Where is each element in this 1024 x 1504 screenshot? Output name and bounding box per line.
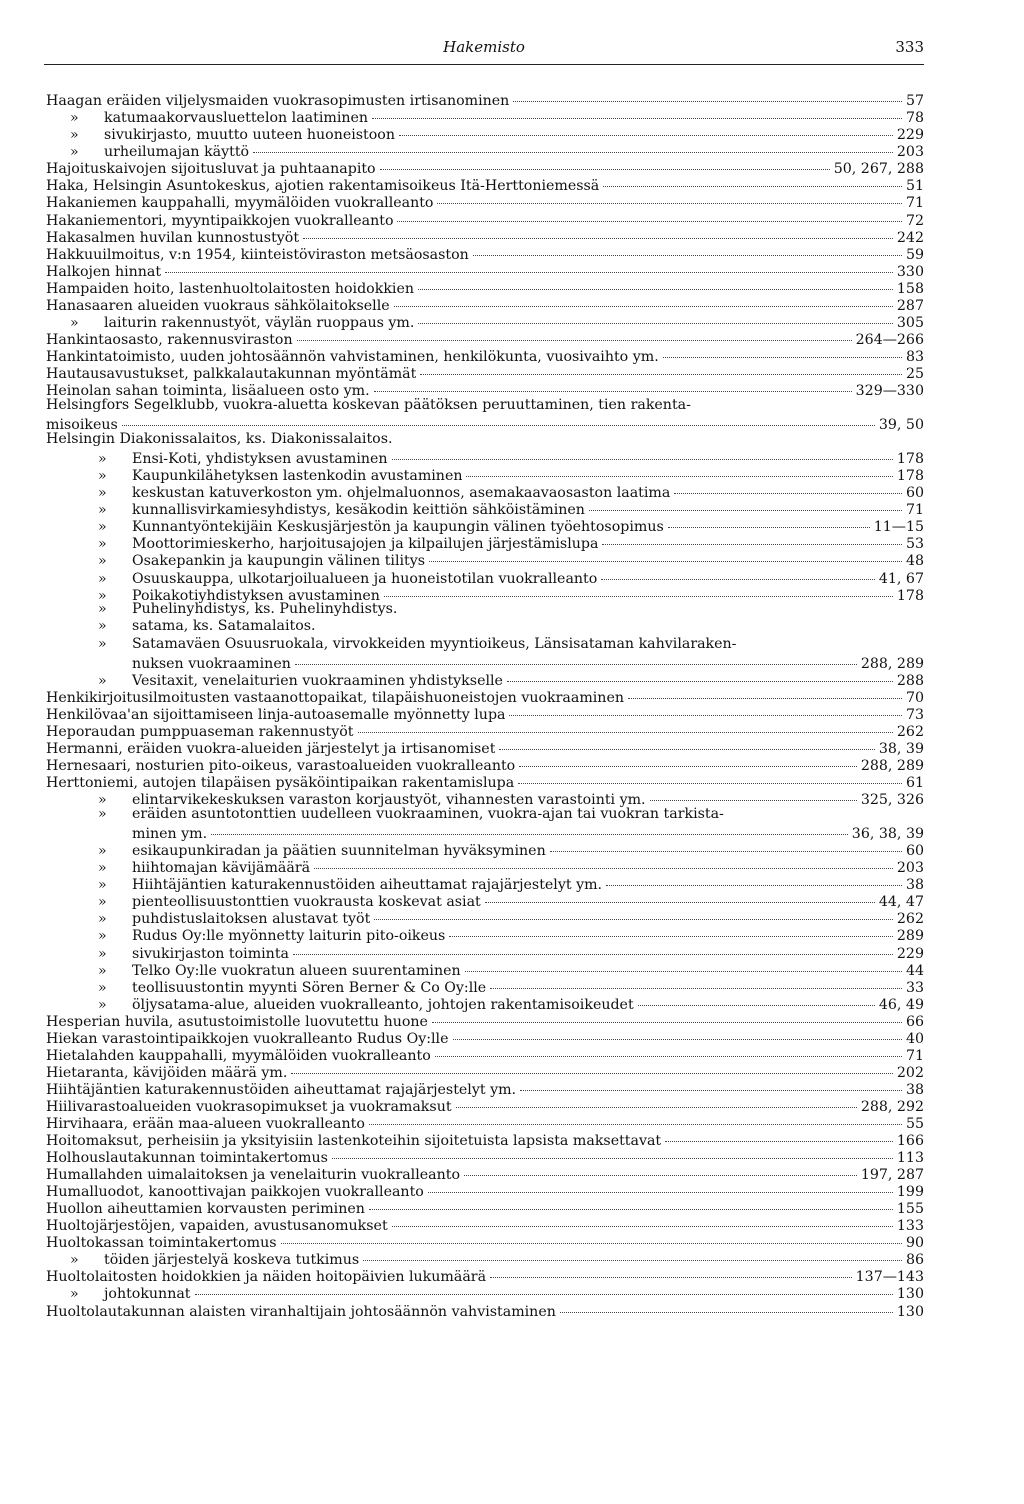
ditto-mark: »	[98, 451, 107, 468]
leader-dots	[363, 1246, 902, 1261]
entry-label: Hietalahden kauppahalli, myymälöiden vuokralleanto	[46, 1047, 431, 1064]
entry-pages: 90	[905, 1235, 924, 1252]
leader-dots	[509, 701, 901, 716]
entry-label: keskustan katuverkoston ym. ohjelmaluonnos, asemakaavaosaston laatima	[132, 485, 671, 502]
entry-label: johtokunnat	[104, 1286, 191, 1303]
entry-text	[46, 264, 161, 281]
leader-dots	[314, 854, 893, 869]
leader-dots	[394, 292, 893, 307]
entry-text	[46, 1304, 556, 1321]
entry-pages: 287	[896, 297, 924, 314]
entry-text	[46, 741, 495, 758]
entry-pages: 229	[896, 945, 924, 962]
leader-dots	[490, 1263, 852, 1278]
entry-pages: 59	[905, 246, 924, 263]
entry-text	[98, 519, 664, 536]
entry-text	[98, 826, 207, 843]
index-entry	[46, 601, 924, 618]
entry-pages: 288, 289	[860, 655, 924, 672]
entry-label: Satamaväen Osuusruokala, virvokkeiden myyntioikeus, Länsisataman kahvilaraken-	[132, 635, 737, 652]
leader-dots	[291, 1059, 893, 1074]
entry-pages: 325, 326	[860, 792, 924, 809]
ditto-mark: »	[98, 635, 107, 652]
entry-text	[46, 724, 354, 741]
entry-pages: 46, 49	[878, 996, 924, 1013]
entry-pages: 57	[905, 93, 924, 110]
leader-dots	[392, 1212, 893, 1227]
leader-dots	[453, 1025, 902, 1040]
entry-label: misoikeus	[46, 417, 118, 434]
ditto-mark: »	[98, 979, 107, 996]
leader-dots	[295, 650, 857, 665]
entry-text	[46, 775, 514, 792]
entry-label: Haagan eräiden viljelysmaiden vuokrasopimusten irtisanominen	[46, 93, 510, 110]
entry-text	[46, 281, 414, 298]
entry-text	[98, 946, 289, 963]
entry-label: hiihtomajan kävijämäärä	[132, 860, 311, 877]
leader-dots	[397, 206, 901, 221]
entry-label: Holhouslautakunnan toimintakertomus	[46, 1150, 328, 1167]
entry-pages: 264—266	[855, 331, 924, 348]
leader-dots	[465, 956, 902, 971]
page-header	[44, 38, 924, 60]
entry-pages: 39, 50	[878, 417, 924, 434]
entry-pages: 73	[905, 706, 924, 723]
entry-pages: 71	[905, 502, 924, 519]
entry-text	[98, 553, 425, 570]
entry-pages: 50, 267, 288	[833, 161, 924, 178]
entry-label: Henkilövaa'an sijoittamiseen linja-autoasemalle myönnetty lupa	[46, 706, 506, 723]
entry-pages: 44, 47	[878, 894, 924, 911]
ditto-mark: »	[70, 127, 79, 144]
entry-pages: 262	[896, 911, 924, 928]
leader-dots	[374, 905, 893, 920]
entry-pages: 329—330	[855, 382, 924, 399]
entry-label: satama, ks. Satamalaitos.	[132, 618, 316, 635]
entry-text	[46, 1014, 428, 1031]
leader-dots	[303, 223, 893, 238]
entry-label: Hirvihaara, erään maa-alueen vuokralleanto	[46, 1116, 365, 1132]
ditto-mark: »	[98, 485, 107, 502]
leader-dots	[428, 1178, 893, 1193]
index-entry	[46, 789, 924, 809]
entry-pages: 130	[896, 1286, 924, 1303]
leader-dots	[674, 479, 902, 494]
entry-label: Vesitaxit, venelaiturien vuokraaminen yhdistykselle	[132, 672, 503, 689]
entry-pages: 44	[905, 962, 924, 979]
leader-dots	[601, 564, 875, 579]
entry-pages: 41, 67	[878, 570, 924, 587]
leader-dots	[122, 411, 875, 426]
index-entry	[46, 584, 924, 604]
entry-label: laiturin rakennustyöt, väylän ruoppaus ym.	[104, 314, 415, 331]
leader-dots	[418, 275, 893, 290]
ditto-mark: »	[98, 911, 107, 928]
entry-label: Haka, Helsingin Asuntokeskus, ajotien rakentamisoikeus Itä-Herttoniemessä	[46, 178, 600, 195]
entry-label: esikaupunkiradan ja päätien suunnitelman hyväksyminen	[132, 843, 546, 860]
entry-label: Osuuskauppa, ulkotarjoilualueen ja huoneistotilan vuokralleanto	[132, 570, 598, 587]
entry-text	[98, 601, 397, 618]
index-entry	[46, 618, 924, 635]
entry-label: Osakepankin ja kaupungin välinen tilitys	[132, 553, 426, 570]
entry-text	[98, 656, 291, 673]
entry-label: sivukirjaston toiminta	[132, 945, 289, 962]
entry-pages: 288, 292	[860, 1098, 924, 1115]
ditto-mark: »	[98, 502, 107, 519]
entry-pages: 38	[905, 1081, 924, 1098]
entry-label: Kunnantyöntekijäin Keskusjärjestön ja kaupungin välinen työehtosopimus	[132, 519, 664, 536]
entry-text	[70, 144, 249, 161]
entry-label: Halkojen hinnat	[46, 263, 162, 280]
running-title: Hakemisto	[443, 38, 525, 56]
entry-pages: 289	[896, 928, 924, 945]
entry-pages: 130	[896, 1303, 924, 1320]
entry-pages: 158	[896, 280, 924, 297]
entry-text	[46, 1235, 277, 1252]
entry-pages: 66	[905, 1013, 924, 1030]
entry-label: Huoltojärjestöjen, vapaiden, avustusanomukset	[46, 1218, 388, 1235]
ditto-mark: »	[98, 468, 107, 485]
entry-pages: 36, 38, 39	[851, 826, 924, 843]
leader-dots	[650, 786, 857, 801]
entry-pages: 229	[896, 127, 924, 144]
entry-label: urheilumajan käyttö	[104, 144, 250, 161]
leader-dots	[195, 1280, 893, 1295]
leader-dots	[372, 104, 902, 119]
leader-dots	[603, 172, 902, 187]
leader-dots	[520, 1076, 902, 1091]
leader-dots	[332, 1144, 893, 1159]
entry-label: Ensi-Koti, yhdistyksen avustaminen	[132, 451, 388, 468]
ditto-mark: »	[98, 792, 107, 809]
entry-text	[70, 1252, 359, 1269]
entry-label: Helsingin Diakonissalaitos, ks. Diakonissalaitos.	[46, 430, 393, 447]
entry-text	[46, 1082, 516, 1099]
leader-dots	[550, 837, 902, 852]
ditto-mark: »	[70, 1286, 79, 1303]
entry-text	[98, 860, 310, 877]
entry-text	[98, 468, 462, 485]
leader-dots	[420, 360, 902, 375]
leader-dots	[589, 496, 902, 511]
entry-label: Hankintatoimisto, uuden johtosäännön vahvistaminen, henkilökunta, vuosivaihto ym.	[46, 348, 659, 365]
index-entry	[46, 1300, 924, 1320]
entry-pages: 199	[896, 1184, 924, 1201]
entry-pages: 40	[905, 1030, 924, 1047]
entry-text	[98, 911, 370, 928]
entry-pages: 242	[896, 229, 924, 246]
entry-label: Heporaudan pumppuaseman rakennustyöt	[46, 723, 354, 740]
leader-dots	[518, 769, 902, 784]
entry-pages: 202	[896, 1064, 924, 1081]
entry-label: puhdistuslaitoksen alustavat työt	[132, 911, 371, 928]
ditto-mark: »	[98, 928, 107, 945]
entry-pages: 25	[905, 365, 924, 382]
entry-text	[98, 980, 486, 997]
entry-label: Hanasaaren alueiden vuokraus sähkölaitokselle	[46, 297, 390, 314]
leader-dots	[418, 309, 893, 324]
ditto-mark: »	[70, 1252, 79, 1269]
entry-pages: 60	[905, 843, 924, 860]
entry-label: eräiden asuntotonttien uudelleen vuokraaminen, vuokra-ajan tai vuokran tarkista-	[132, 805, 724, 822]
leader-dots	[464, 1161, 857, 1176]
entry-label: teollisuustontin myynti Sören Berner & Co Oy:lle	[132, 979, 487, 996]
index-entry	[46, 380, 924, 397]
leader-dots	[560, 1297, 893, 1312]
leader-dots	[374, 377, 852, 392]
entry-label: Helsingfors Segelklubb, vuokra-aluetta koskevan päätöksen peruuttaminen, tien rakenta-	[46, 396, 691, 413]
ditto-mark: »	[98, 672, 107, 689]
entry-pages: 38	[905, 877, 924, 894]
entry-pages: 55	[905, 1116, 924, 1132]
entry-label: Hermanni, eräiden vuokra-alueiden järjestelyt ja irtisanomiset	[46, 740, 496, 757]
leader-dots	[392, 445, 893, 460]
ditto-mark: »	[98, 996, 107, 1013]
entry-text	[46, 298, 390, 315]
entry-label: Henkikirjoitusilmoitusten vastaanottopaikat, tilapäishuoneistojen vuokraaminen	[46, 689, 624, 706]
entry-label: Huoltokassan toimintakertomus	[46, 1235, 277, 1252]
leader-dots	[606, 871, 902, 886]
leader-dots	[638, 990, 875, 1005]
entry-pages: 288, 289	[860, 758, 924, 775]
entry-pages: 48	[905, 553, 924, 570]
leader-dots	[369, 1195, 893, 1210]
entry-label: minen ym.	[132, 826, 208, 843]
entry-label: Hampaiden hoito, lastenhuoltolaitosten hoidokkien	[46, 280, 414, 297]
index-entry	[46, 414, 924, 434]
entry-text	[46, 1116, 365, 1133]
entry-pages: 178	[896, 451, 924, 468]
entry-text	[98, 673, 503, 690]
entry-label: elintarvikekeskuksen varaston korjaustyöt, vihannesten varastointi ym.	[132, 792, 646, 809]
entry-pages: 86	[905, 1252, 924, 1269]
entry-pages: 53	[905, 536, 924, 553]
ditto-mark: »	[98, 587, 107, 604]
entry-text	[98, 485, 670, 502]
entry-text	[46, 1167, 460, 1184]
leader-dots	[499, 735, 874, 750]
entry-pages: 203	[896, 860, 924, 877]
entry-label: Hakkuuilmoitus, v:n 1954, kiinteistöviraston metsäosaston	[46, 246, 469, 263]
entry-text	[46, 1065, 287, 1082]
ditto-mark: »	[98, 877, 107, 894]
ditto-mark: »	[70, 110, 79, 127]
entry-pages: 178	[896, 468, 924, 485]
leader-dots	[435, 1042, 902, 1057]
entry-label: Hiihtäjäntien katurakennustöiden aiheuttamat rajajärjestelyt ym.	[46, 1081, 517, 1098]
leader-dots	[490, 973, 902, 988]
ditto-mark: »	[98, 536, 107, 553]
ditto-mark: »	[98, 945, 107, 962]
entry-pages: 83	[905, 348, 924, 365]
entry-text	[70, 1286, 191, 1303]
ditto-mark: »	[98, 601, 107, 618]
leader-dots	[281, 1229, 902, 1244]
entry-label: töiden järjestelyä koskeva tutkimus	[104, 1252, 360, 1269]
leader-dots	[519, 752, 857, 767]
entry-text	[46, 1184, 424, 1201]
entry-pages: 51	[905, 178, 924, 195]
entry-text	[46, 1150, 328, 1167]
entry-text	[98, 451, 388, 468]
entry-text	[98, 963, 461, 980]
leader-dots	[663, 343, 902, 358]
entry-pages: 61	[905, 775, 924, 792]
entry-label: Hajoituskaivojen sijoitusluvat ja puhtaanapito	[46, 161, 376, 178]
entry-label: kunnallisvirkamiesyhdistys, kesäkodin keittiön sähköistäminen	[132, 502, 585, 519]
entry-label: Hakasalmen huvilan kunnostustyöt	[46, 229, 300, 246]
entry-label: Heinolan sahan toiminta, lisäalueen osto ym.	[46, 382, 370, 399]
ditto-mark: »	[98, 618, 107, 635]
entry-pages: 203	[896, 144, 924, 161]
entry-pages: 113	[896, 1150, 924, 1167]
ditto-mark: »	[98, 570, 107, 587]
entry-label: Humallahden uimalaitoksen ja venelaiturin vuokralleanto	[46, 1167, 460, 1184]
entry-label: Huoltolautakunnan alaisten viranhaltijain johtosäännön vahvistaminen	[46, 1303, 556, 1320]
entry-label: Hankintaosasto, rakennusviraston	[46, 331, 293, 348]
entry-label: Telko Oy:lle vuokratun alueen suurentaminen	[132, 962, 461, 979]
entry-pages: 305	[896, 314, 924, 331]
leader-dots	[473, 240, 902, 255]
entry-pages: 137—143	[855, 1269, 924, 1286]
leader-dots	[384, 581, 893, 596]
leader-dots	[399, 121, 893, 136]
leader-dots	[380, 155, 830, 170]
entry-pages: 70	[905, 689, 924, 706]
leader-dots	[456, 1093, 857, 1108]
entry-label: katumaakorvausluettelon laatiminen	[104, 110, 369, 127]
entry-label: Hesperian huvila, asutustoimistolle luovutettu huone	[46, 1013, 428, 1030]
entry-label: Hoitomaksut, perheisiin ja yksityisiin lastenkoteihin sijoitetuista lapsista maksettavat	[46, 1133, 662, 1150]
entry-label: Huoltolaitosten hoidokkien ja näiden hoitopäivien lukumäärä	[46, 1269, 487, 1286]
entry-pages: 71	[905, 195, 924, 212]
ditto-mark: »	[98, 519, 107, 536]
ditto-mark: »	[98, 962, 107, 979]
entry-label: Hiilivarastoalueiden vuokrasopimukset ja vuokramaksut	[46, 1098, 452, 1115]
entry-pages: 78	[905, 110, 924, 127]
entry-pages: 288	[896, 672, 924, 689]
entry-label: öljysatama-alue, alueiden vuokralleanto, johtojen rakentamisoikeudet	[132, 996, 634, 1013]
ditto-mark: »	[98, 553, 107, 570]
entry-text	[46, 195, 433, 212]
entry-pages: 11—15	[873, 519, 924, 536]
entry-pages: 60	[905, 485, 924, 502]
leader-dots	[297, 326, 852, 341]
entry-label: Humalluodot, kanoottivajan paikkojen vuokralleanto	[46, 1184, 424, 1201]
leader-dots	[628, 684, 902, 699]
entry-text	[98, 502, 585, 519]
entry-text	[70, 110, 368, 127]
leader-dots	[432, 1008, 902, 1023]
entry-text	[98, 618, 316, 635]
entry-text	[46, 758, 515, 775]
entry-label: Hiekan varastointipaikkojen vuokralleanto Rudus Oy:lle	[46, 1030, 449, 1047]
ditto-mark: »	[70, 314, 79, 331]
leader-dots	[165, 257, 893, 272]
entry-pages: 155	[896, 1201, 924, 1218]
leader-dots	[358, 718, 893, 733]
entry-pages: 330	[896, 263, 924, 280]
page-number: 333	[895, 38, 924, 56]
leader-dots	[668, 513, 870, 528]
entry-label: Huollon aiheuttamien korvausten periminen	[46, 1201, 365, 1218]
entry-pages: 72	[905, 212, 924, 229]
entry-pages: 71	[905, 1047, 924, 1064]
leader-dots	[665, 1127, 893, 1142]
leader-dots	[466, 462, 892, 477]
entry-text	[46, 1201, 365, 1218]
leader-dots	[429, 547, 902, 562]
ditto-mark: »	[70, 144, 79, 161]
entry-label: Herttoniemi, autojen tilapäisen pysäköintipaikan rakentamislupa	[46, 775, 515, 792]
entry-pages: 262	[896, 723, 924, 740]
leader-dots	[211, 820, 848, 835]
entry-pages: 38, 39	[878, 740, 924, 757]
entry-label: Rudus Oy:lle myönnetty laiturin pito-oikeus	[132, 928, 446, 945]
entry-label: Hiihtäjäntien katurakennustöiden aiheuttamat rajajärjestelyt ym.	[132, 877, 603, 894]
leader-dots	[293, 939, 893, 954]
ditto-mark: »	[98, 843, 107, 860]
entry-text	[46, 332, 293, 349]
entry-label: Hernesaari, nosturien pito-oikeus, varastoalueiden vuokralleanto	[46, 758, 516, 775]
entry-label: Kaupunkilähetyksen lastenkodin avustaminen	[132, 468, 463, 485]
ditto-mark: »	[98, 805, 107, 822]
ditto-mark: »	[98, 860, 107, 877]
entry-text	[46, 161, 376, 178]
entry-text	[46, 366, 416, 383]
entry-pages: 178	[896, 587, 924, 604]
entry-label: nuksen vuokraaminen	[132, 655, 291, 672]
entry-label: Hautausavustukset, palkkalautakunnan myöntämät	[46, 365, 417, 382]
entry-pages: 166	[896, 1133, 924, 1150]
entry-label: Hakaniemen kauppahalli, myymälöiden vuokralleanto	[46, 195, 434, 212]
leader-dots	[485, 888, 875, 903]
entry-label: Poikakotiyhdistyksen avustaminen	[132, 587, 380, 604]
leader-dots	[513, 87, 902, 102]
entry-label: Hietaranta, kävijöiden määrä ym.	[46, 1064, 288, 1081]
leader-dots	[449, 922, 893, 937]
leader-dots	[507, 667, 893, 682]
header-rule	[44, 64, 924, 65]
entry-label: Hakaniementori, myyntipaikkojen vuokralleanto	[46, 212, 394, 229]
leader-dots	[369, 1110, 902, 1125]
ditto-mark: »	[98, 894, 107, 911]
entry-label: pienteollisuustonttien vuokrausta koskevat asiat	[132, 894, 481, 911]
leader-dots	[602, 530, 902, 545]
entry-pages: 197, 287	[860, 1167, 924, 1184]
entry-text	[46, 1031, 449, 1048]
entry-pages: 33	[905, 979, 924, 996]
entry-text	[46, 431, 392, 448]
index-list	[46, 90, 924, 1320]
entry-label: Moottorimieskerho, harjoitusajojen ja kilpailujen järjestämislupa	[132, 536, 599, 553]
leader-dots	[253, 138, 893, 153]
entry-pages: 133	[896, 1218, 924, 1235]
leader-dots	[437, 189, 901, 204]
entry-label: Puhelinyhdistys, ks. Puhelinyhdistys.	[132, 601, 398, 618]
entry-text	[46, 230, 299, 247]
entry-label: sivukirjasto, muutto uuteen huoneistoon	[104, 127, 395, 144]
